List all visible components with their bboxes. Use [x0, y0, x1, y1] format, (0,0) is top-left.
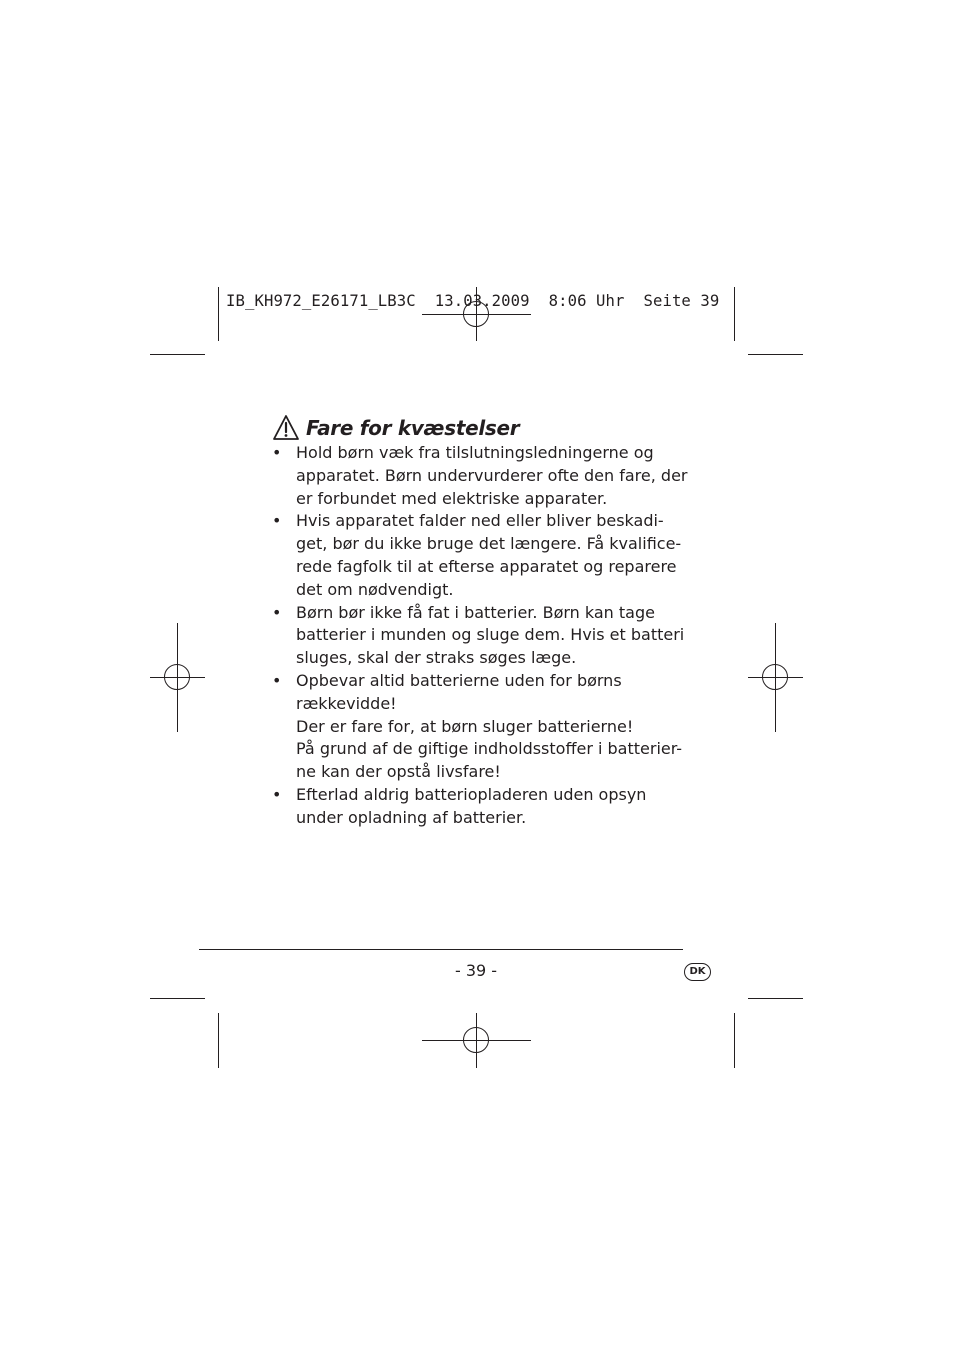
- list-item-line: sluges, skal der straks søges læge.: [296, 648, 577, 668]
- bullet: •: [272, 443, 282, 462]
- bullet: •: [272, 670, 282, 690]
- crop-mark: [734, 287, 735, 341]
- list-item-line: ne kan der opstå livsfare!: [296, 762, 501, 782]
- list-item-line: Der er fare for, at børn sluger batterierne!: [296, 716, 634, 736]
- list-item: [272, 784, 692, 830]
- bullet: •: [272, 602, 282, 622]
- list-item-line: Hvis apparatet falder ned eller bliver beskadi-: [296, 511, 664, 531]
- list-item-line: under opladning af batterier.: [296, 807, 527, 827]
- bullet: •: [272, 511, 282, 531]
- registration-circle: [164, 664, 190, 690]
- language-badge: DK: [684, 963, 711, 981]
- list-item-line: er forbundet med elektriske apparater.: [296, 488, 608, 508]
- crop-mark: [748, 998, 803, 999]
- warning-triangle-icon: [272, 414, 300, 442]
- crop-mark: [218, 1013, 219, 1068]
- list-item-line: batterier i munden og sluge dem. Hvis et batteri: [296, 625, 685, 645]
- list-item-line: det om nødvendigt.: [296, 579, 454, 599]
- safety-list: [272, 442, 692, 830]
- list-item-line: Efterlad aldrig batteriopladeren uden opsyn: [296, 784, 647, 804]
- list-item-line: apparatet. Børn undervurderer ofte den fare, der: [296, 465, 688, 485]
- crop-mark: [218, 287, 219, 341]
- registration-circle: [762, 664, 788, 690]
- bullet: •: [272, 784, 282, 804]
- list-item-line: Hold børn væk fra tilslutningsledningerne og: [296, 443, 654, 462]
- section-heading: [272, 412, 519, 444]
- list-item-line: rede fagfolk til at efterse apparatet og reparere: [296, 556, 677, 576]
- list-item-line: Børn bør ikke få fat i batterier. Børn kan tage: [296, 602, 655, 622]
- print-header: IB_KH972_E26171_LB3C 13.03.2009 8:06 Uhr Seite 39: [226, 292, 720, 310]
- crop-mark: [734, 1013, 735, 1068]
- footer-divider: [199, 949, 683, 950]
- crop-mark: [150, 998, 205, 999]
- list-item: [272, 510, 692, 601]
- list-item-line: get, bør du ikke bruge det længere. Få kvalifice-: [296, 534, 682, 554]
- page-number: - 39 -: [454, 961, 498, 980]
- list-item: [272, 670, 692, 784]
- section-title: Fare for kvæstelser: [306, 416, 520, 440]
- list-item-line: rækkevidde!: [296, 693, 397, 713]
- list-item-line: På grund af de giftige indholdsstoffer i batterier-: [296, 739, 683, 759]
- list-item-line: Opbevar altid batterierne uden for børns: [296, 670, 622, 690]
- list-item: [272, 442, 692, 510]
- registration-circle: [463, 1027, 489, 1053]
- list-item: [272, 602, 692, 670]
- crop-mark: [748, 354, 803, 355]
- crop-mark: [150, 354, 205, 355]
